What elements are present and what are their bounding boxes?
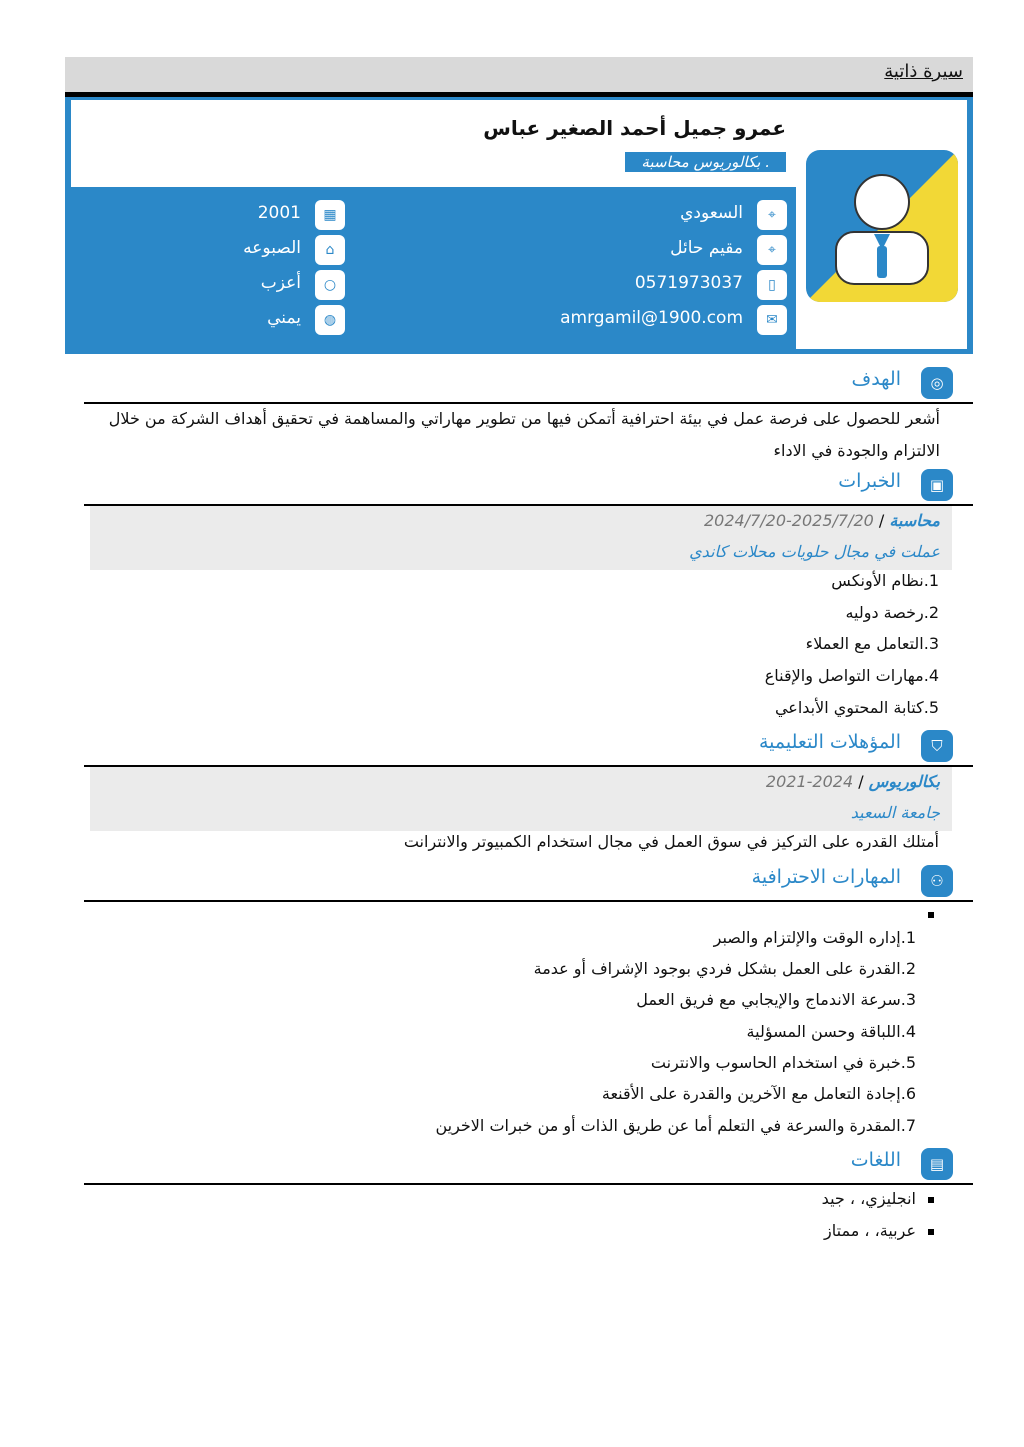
full-name: عمرو جميل أحمد الصغير عباس xyxy=(483,116,786,140)
name-panel xyxy=(71,100,796,187)
degree-tag: بكالوريوس محاسبة . xyxy=(625,152,786,172)
briefcase-icon: ▣ xyxy=(921,469,953,501)
info-birth-year: ▦ 2001 xyxy=(215,200,345,230)
document-title: سيرة ذاتية xyxy=(884,61,963,82)
education-note: أمتلك القدره على التركيز في سوق العمل في مجال استخدام الكمبيوتر والانترانت xyxy=(403,832,939,851)
profile-header xyxy=(65,97,973,354)
list-item: 5.خبرة في استخدام الحاسوب والانترنت xyxy=(650,1053,916,1072)
list-item: عربية، ، ممتاز xyxy=(824,1221,916,1240)
objective-text: أشعر للحصول على فرصة عمل في بيئة احترافية أتمكن فيها من تطوير مهاراتي والمساهمة في تحقيق أهداف الشركة من خلال الالتزام والجودة في الاداء xyxy=(108,409,940,460)
section-divider xyxy=(84,1183,973,1185)
experience-title-line: محاسبة / 2025/7/20-2024/7/20 xyxy=(703,511,940,530)
list-item: 4.مهارات التواصل والإقناع xyxy=(764,666,939,685)
phone-icon: ▯ xyxy=(757,270,787,300)
education-title-line: بكالوريوس / 2024-2021 xyxy=(765,772,940,791)
education-dates: 2024-2021 xyxy=(765,772,854,791)
experience-description: عملت في مجال حلويات محلات كاندي xyxy=(689,542,940,561)
home-icon: ⌂ xyxy=(315,235,345,265)
bullet-marker xyxy=(928,912,934,918)
section-skills-header: ⚇ المهارات الاحترافية xyxy=(650,863,953,897)
location-pin-icon: ⌖ xyxy=(757,235,787,265)
ring-icon: ○ xyxy=(315,270,345,300)
section-objective-header: ◎ الهدف xyxy=(650,365,953,399)
list-item: 7.المقدرة والسرعة في التعلم أما عن طريق الذات أو من خبرات الاخرين xyxy=(435,1116,916,1135)
education-entry xyxy=(90,767,952,831)
experience-dates: 2025/7/20-2024/7/20 xyxy=(703,511,874,530)
info-residence: ⌖ مقيم حائل xyxy=(556,235,787,265)
list-item: 5.كتابة المحتوي الأبداعي xyxy=(774,698,939,717)
photo-frame xyxy=(796,100,967,349)
graduation-cap-icon: ⛉ xyxy=(921,730,953,762)
list-item: 2.القدرة على العمل بشكل فردي بوجود الإشراف أو عدمة xyxy=(533,959,916,978)
info-phone: ▯ 0571973037 xyxy=(506,270,787,300)
user-plus-icon: ⚇ xyxy=(921,865,953,897)
list-item: 4.اللباقة وحسن المسؤلية xyxy=(746,1022,916,1041)
person-avatar-icon xyxy=(806,150,958,302)
location-pin-icon: ⌖ xyxy=(757,200,787,230)
target-icon: ◎ xyxy=(921,367,953,399)
bullet-marker xyxy=(928,1229,934,1235)
info-email: ✉ amrgamil@1900.com xyxy=(506,305,787,335)
list-item: 2.رخصة دوليه xyxy=(845,603,939,622)
info-marital-status: ○ أعزب xyxy=(215,270,345,300)
education-degree: بكالوريوس xyxy=(868,772,940,791)
list-item: 1.نظام الأونكس xyxy=(831,571,939,590)
experience-role: محاسبة xyxy=(889,511,940,530)
info-origin: ◍ يمني xyxy=(215,305,345,335)
info-nationality: ⌖ السعودي xyxy=(556,200,787,230)
list-item: 1.إداره الوقت والإلتزام والصبر xyxy=(713,928,916,947)
list-item: 6.إجادة التعامل مع الآخرين والقدرة على الأقنعة xyxy=(601,1084,916,1103)
section-divider xyxy=(84,900,973,902)
info-hometown: ⌂ الصبوعه xyxy=(215,235,345,265)
list-item: انجليزي، ، جيد xyxy=(821,1189,916,1208)
language-book-icon: ▤ xyxy=(921,1148,953,1180)
section-education-header: ⛉ المؤهلات التعليمية xyxy=(650,728,953,762)
section-experience-header: ▣ الخبرات xyxy=(650,467,953,501)
bullet-marker xyxy=(928,1197,934,1203)
mail-icon: ✉ xyxy=(757,305,787,335)
list-item: 3.التعامل مع العملاء xyxy=(805,634,939,653)
experience-entry xyxy=(90,506,952,570)
list-item: 3.سرعة الاندماج والإيجابي مع فريق العمل xyxy=(636,990,916,1009)
section-languages-header: ▤ اللغات xyxy=(650,1146,953,1180)
calendar-icon: ▦ xyxy=(315,200,345,230)
document-title-bar xyxy=(65,57,973,97)
education-school: جامعة السعيد xyxy=(850,803,940,822)
globe-icon: ◍ xyxy=(315,305,345,335)
